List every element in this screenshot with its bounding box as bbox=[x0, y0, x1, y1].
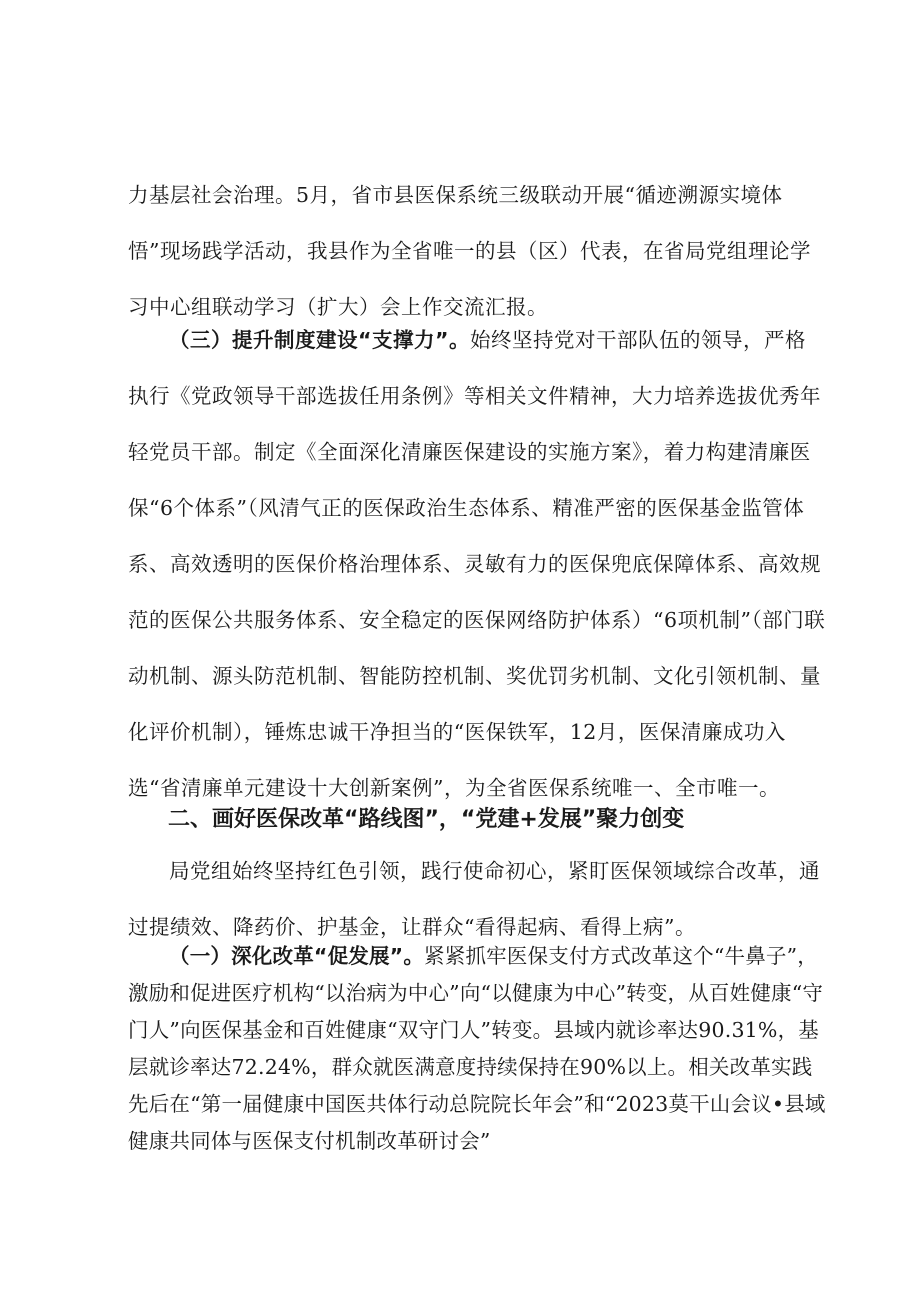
heading-text: 二、画好医保改革“路线图”，“党建+发展”聚力创变 bbox=[168, 807, 685, 832]
paragraph-text: 始终坚持党对干部队伍的领导，严格执行《党政领导干部选拔任用条例》等相关文件精神，大力培养选拔优秀年轻党员干部。制定《全面深化清廉医保建设的实施方案》，着力构建清廉医保“6个体系”（风清气正的医保政治生态体系、精准严密的医保基金监管体系、高效透明的医保价格治理体系、灵敏有力的医保兜底保障体系、高效规范的医保公共服务体系、安全稳定的医保网络防护体系）“6项机制”（部门联动机制、源头防范机制、智能防控机制、奖优罚劣机制、文化引领机制、量化评价机制），锤炼忠诚干净担当的“医保铁军，12月，医保清廉成功入选“省清廉单元建设十大创新案例”，为全省医保系统唯一、全市唯一。 bbox=[128, 328, 826, 800]
section-lead-title: （一）深化改革“促发展”。 bbox=[169, 944, 425, 968]
paragraph-system-building bbox=[128, 312, 826, 816]
paragraph-grassroots-governance bbox=[128, 167, 826, 335]
paragraph-text: 局党组始终坚持红色引领，践行使命初心，紧盯医保领域综合改革，通过提绩效、降药价、护基金，让群众“看得起病、看得上病”。 bbox=[128, 859, 820, 939]
paragraph-text: 力基层社会治理。5月，省市县医保系统三级联动开展“循迹溯源实境体悟”现场践学活动，我县作为全省唯一的县（区）代表，在省局党组理论学习中心组联动学习（扩大）会上作交流汇报。 bbox=[128, 183, 811, 319]
section-lead-title: （三）提升制度建设“支撑力”。 bbox=[169, 328, 470, 352]
paragraph-deepen-reform bbox=[128, 938, 826, 1160]
paragraph-text: 紧紧抓牢医保支付方式改革这个“牛鼻子”，激励和促进医疗机构“以治病为中心”向“以健康为中心”转变，从百姓健康“守门人”向医保基金和百姓健康“双守门人”转变。县域内就诊率达90.31%，基层就诊率达72.24%，群众就医满意度持续保持在90%以上。相关改革实践先后在“第一届健康中国医共体行动总院院长年会”和“2023莫干山会议•县域健康共同体与医保支付机制改革研讨会” bbox=[128, 944, 826, 1153]
section-heading-two bbox=[168, 792, 826, 848]
